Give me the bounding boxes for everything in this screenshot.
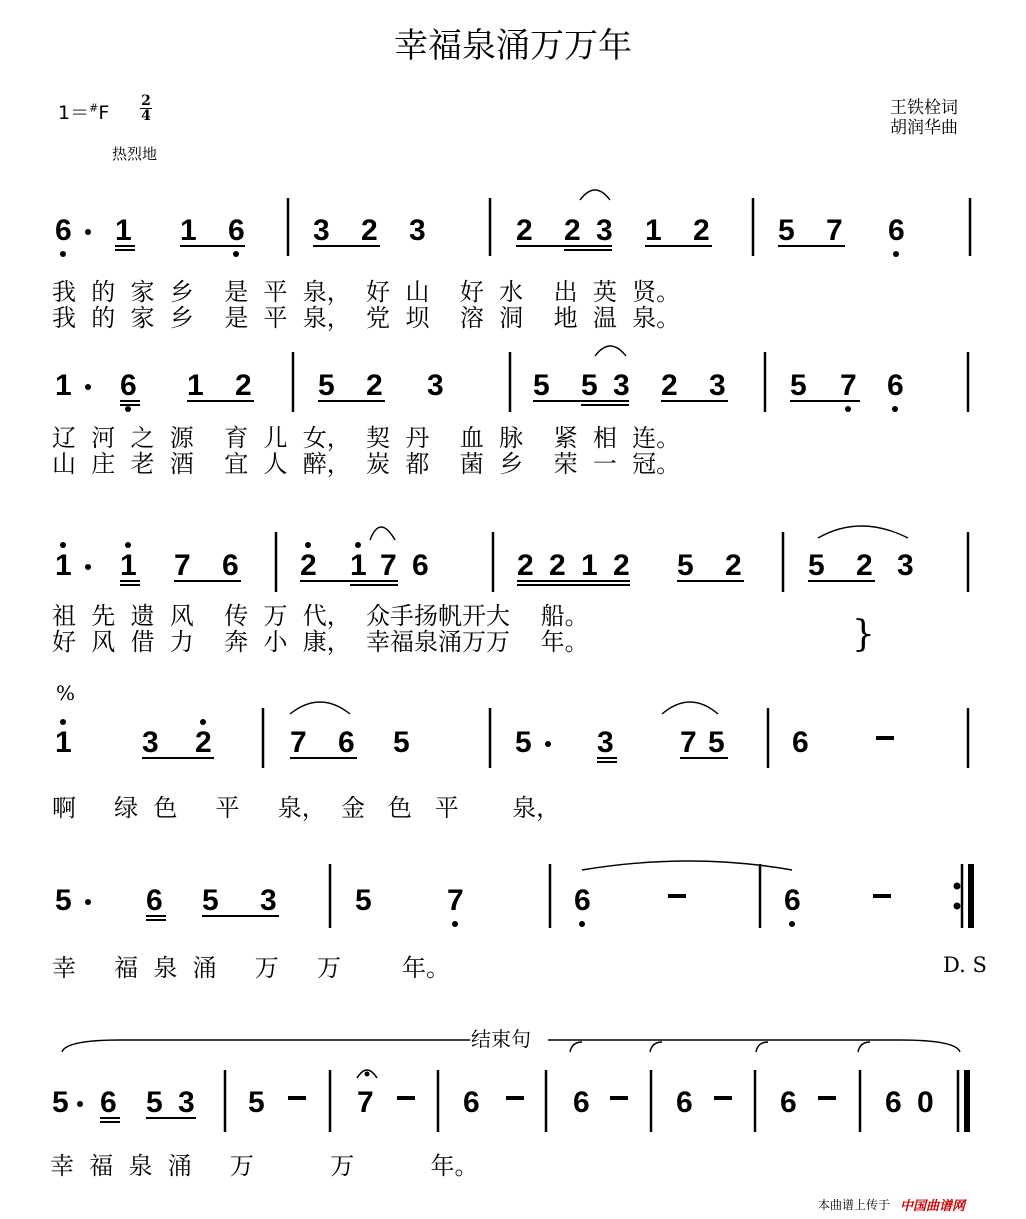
low-octave-dot: [125, 406, 131, 412]
lyrics-line-5: 幸 福 泉 涌 万 万 年。: [52, 954, 450, 982]
note: 3: [613, 369, 630, 402]
note: 2: [693, 214, 710, 247]
note: 6: [574, 884, 591, 917]
note: 5: [708, 726, 725, 759]
note: 1: [55, 369, 72, 402]
note: 6: [338, 726, 355, 759]
lyrics-line-1-verse-1: 我 的 家 乡 是 平 泉， 好 山 好 水 出 英 贤。: [52, 278, 681, 306]
low-octave-dot: [579, 921, 585, 927]
note: 3: [142, 726, 159, 759]
verse-brace: }: [852, 614, 875, 655]
lyrics-line-2-verse-1: 辽 河 之 源 育 儿 女， 契 丹 血 脉 紧 相 连。: [52, 424, 681, 452]
note: 6: [888, 214, 905, 247]
note: 3: [709, 369, 726, 402]
note: 6: [573, 1086, 590, 1119]
final-thick-bar: [964, 1070, 970, 1132]
note: 2: [613, 549, 630, 582]
note: 6: [120, 369, 137, 402]
ending-label: 结束句: [471, 1027, 531, 1051]
note: 2: [300, 549, 317, 582]
note: 3: [897, 549, 914, 582]
note: 1: [180, 214, 197, 247]
sharp-sign: #: [89, 101, 99, 115]
note: 1: [581, 549, 598, 582]
segno-sign: %: [56, 681, 76, 705]
note: 3: [427, 369, 444, 402]
note: 5: [808, 549, 825, 582]
note: 7: [840, 369, 857, 402]
low-octave-dot: [233, 251, 239, 257]
note: 6: [146, 884, 163, 917]
note: 7: [380, 549, 397, 582]
note: 1: [115, 214, 132, 247]
note: 1: [120, 549, 137, 582]
lyrics-line-3-verse-2: 好 风 借 力 奔 小 康， 幸福泉涌万万 年。: [52, 628, 589, 656]
tempo-marking: 热烈地: [112, 145, 158, 163]
augmentation-dot: [77, 1101, 83, 1107]
note: 1: [55, 726, 72, 759]
note: 3: [596, 214, 613, 247]
low-octave-dot: [60, 251, 66, 257]
high-octave-dot: [125, 542, 131, 548]
lyrics-line-1-verse-2: 我 的 家 乡 是 平 泉， 党 坝 溶 洞 地 温 泉。: [52, 304, 681, 332]
low-octave-dot: [893, 251, 899, 257]
note: 2: [366, 369, 383, 402]
high-octave-dot: [200, 719, 206, 725]
note: 6: [55, 214, 72, 247]
note: 5: [146, 1086, 163, 1119]
low-octave-dot: [845, 406, 851, 412]
note: 1: [350, 549, 367, 582]
high-octave-dot: [305, 542, 311, 548]
note: 2: [725, 549, 742, 582]
high-octave-dot: [355, 542, 361, 548]
lyrics-line-2-verse-2: 山 庄 老 酒 宜 人 醉， 炭 都 菌 乡 荣 一 冠。: [52, 450, 681, 478]
note: 6: [100, 1086, 117, 1119]
note: 7: [290, 726, 307, 759]
augmentation-dot: [85, 384, 91, 390]
key-note: F: [98, 102, 110, 124]
note: 0: [917, 1086, 934, 1119]
note: 7: [447, 884, 464, 917]
note: 6: [463, 1086, 480, 1119]
note: 6: [885, 1086, 902, 1119]
lyricist-credit: 王铁栓词: [890, 98, 958, 118]
note: 7: [826, 214, 843, 247]
note: 6: [784, 884, 801, 917]
note: 3: [178, 1086, 195, 1119]
note: 2: [517, 549, 534, 582]
lyrics-line-6: 幸 福 泉 涌 万 万 年。: [50, 1152, 479, 1180]
low-octave-dot: [892, 406, 898, 412]
composer-credit: 胡润华曲: [890, 118, 958, 138]
repeat-end-thick-bar: [968, 864, 974, 928]
note: 5: [533, 369, 550, 402]
note: 6: [792, 726, 809, 759]
note: 5: [393, 726, 410, 759]
time-sig-denominator: 4: [141, 108, 151, 124]
lyrics-line-4: 啊 绿 色 平 泉， 金 色 平 泉，: [52, 794, 561, 822]
note: 5: [248, 1086, 265, 1119]
note: 1: [55, 549, 72, 582]
note: 5: [318, 369, 335, 402]
note: 5: [677, 549, 694, 582]
low-octave-dot: [789, 921, 795, 927]
note: 3: [313, 214, 330, 247]
note: 2: [549, 549, 566, 582]
high-octave-dot: [60, 542, 66, 548]
note: 2: [195, 726, 212, 759]
note: 3: [260, 884, 277, 917]
note: 6: [412, 549, 429, 582]
dal-segno-mark: D. S: [943, 953, 987, 977]
note: 2: [516, 214, 533, 247]
note: 2: [361, 214, 378, 247]
note: 5: [778, 214, 795, 247]
note: 2: [856, 549, 873, 582]
key-prefix: 1＝: [58, 102, 90, 124]
augmentation-dot: [85, 229, 91, 235]
note: 1: [645, 214, 662, 247]
footer-site-logo: 中国曲谱网: [900, 1199, 966, 1214]
note: 2: [235, 369, 252, 402]
note: 5: [52, 1086, 69, 1119]
note: 5: [790, 369, 807, 402]
time-sig-numerator: 2: [141, 93, 151, 109]
note: 6: [676, 1086, 693, 1119]
footer-upload-text: 本曲谱上传于: [818, 1198, 891, 1212]
note: 6: [887, 369, 904, 402]
note: 5: [55, 884, 72, 917]
augmentation-dot: [85, 899, 91, 905]
note: 7: [174, 549, 191, 582]
note: 6: [780, 1086, 797, 1119]
note: 3: [409, 214, 426, 247]
note: 7: [680, 726, 697, 759]
high-octave-dot: [60, 719, 66, 725]
note: 2: [661, 369, 678, 402]
low-octave-dot: [452, 921, 458, 927]
note: 7: [357, 1086, 374, 1119]
augmentation-dot: [545, 741, 551, 747]
note: 6: [228, 214, 245, 247]
note: 6: [222, 549, 239, 582]
note: 1: [187, 369, 204, 402]
augmentation-dot: [85, 564, 91, 570]
lyrics-line-3-verse-1: 祖 先 遗 风 传 万 代， 众手扬帆开大 船。: [52, 602, 589, 630]
note: 5: [515, 726, 532, 759]
note: 5: [355, 884, 372, 917]
note: 5: [202, 884, 219, 917]
note: 5: [581, 369, 598, 402]
note: 2: [564, 214, 581, 247]
song-title: 幸福泉涌万万年: [394, 26, 632, 66]
note: 3: [597, 726, 614, 759]
